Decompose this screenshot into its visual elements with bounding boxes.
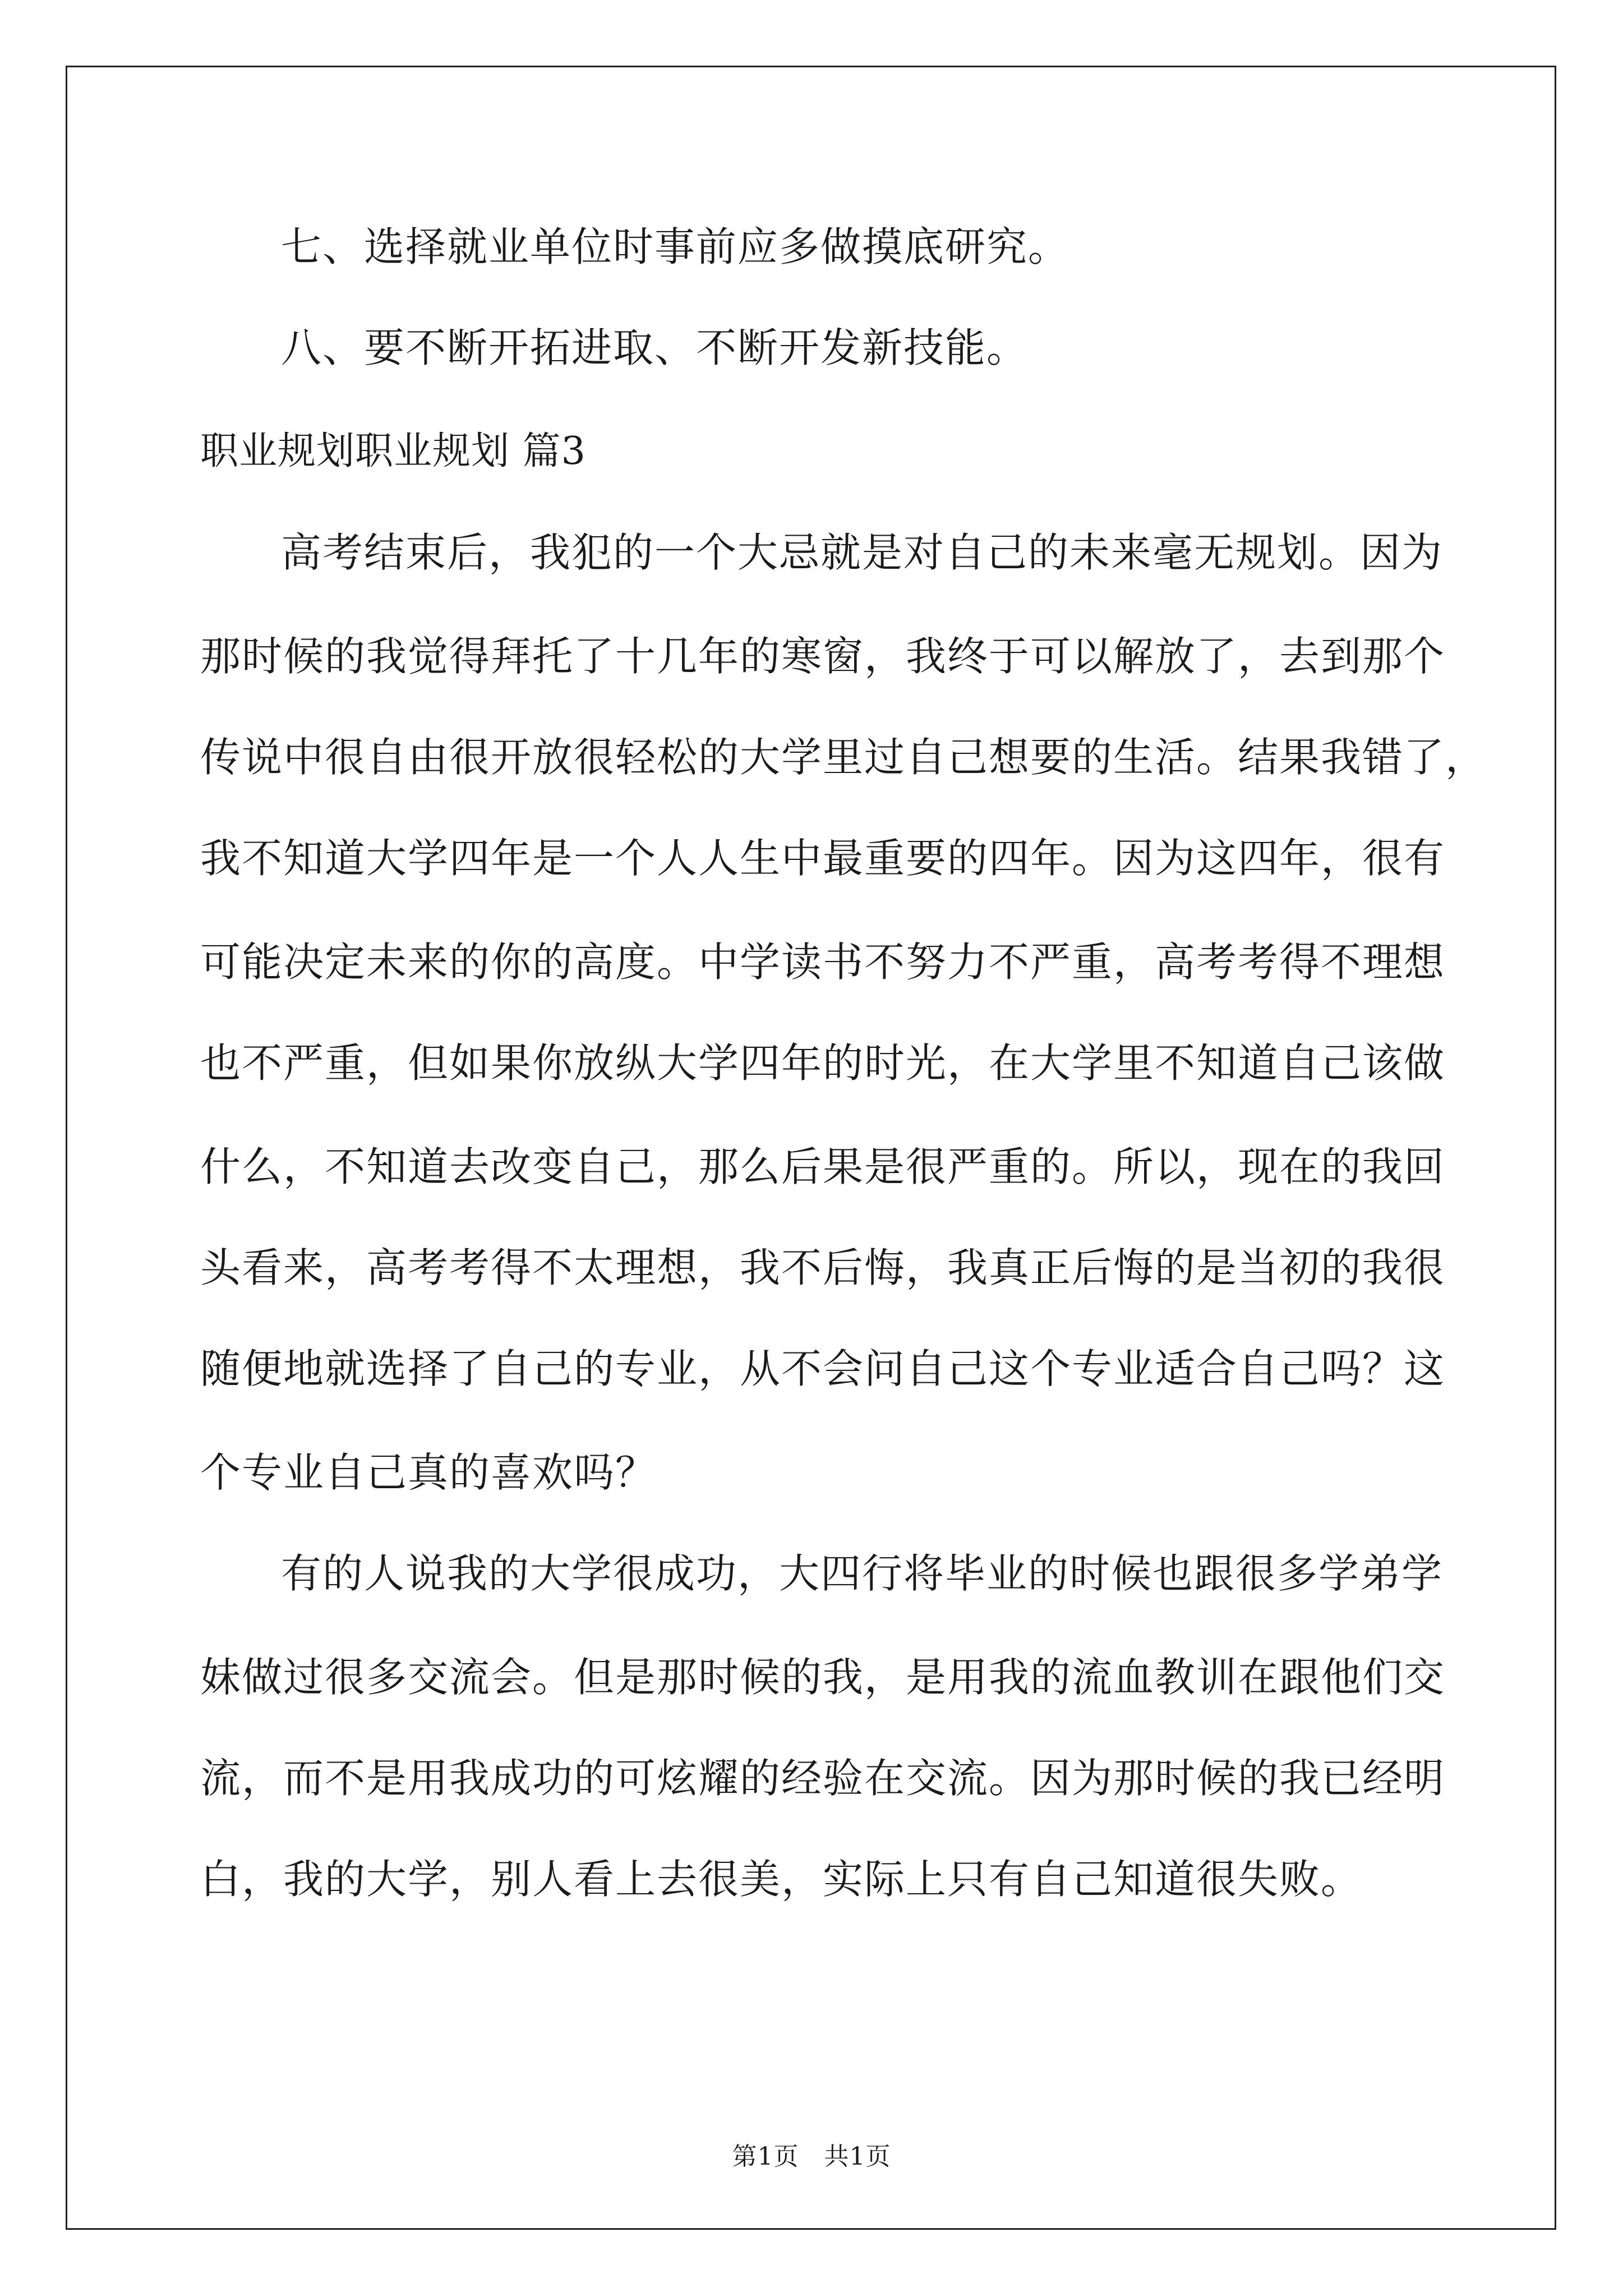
paragraph-line: 白，我的大学，别人看上去很美，实际上只有自己知道很失败。 xyxy=(200,1856,1363,1903)
paragraph-line: 个专业自己真的喜欢吗？ xyxy=(200,1449,657,1496)
list-item-eight: 八、要不断开拓进取、不断开发新技能。 xyxy=(281,324,1029,371)
paragraph-line: 可能决定未来的你的高度。中学读书不努力不严重，高考考得不理想 xyxy=(200,938,1446,986)
page-number-footer: 第1页 共1页 xyxy=(732,2142,891,2171)
paragraph-line: 随便地就选择了自己的专业，从不会问自己这个专业适合自己吗？这 xyxy=(200,1345,1446,1392)
list-item-seven: 七、选择就业单位时事前应多做摸底研究。 xyxy=(281,223,1070,270)
paragraph-line: 流，而不是用我成功的可炫耀的经验在交流。因为那时候的我已经明 xyxy=(200,1755,1446,1802)
paragraph-line: 头看来，高考考得不太理想，我不后悔，我真正后悔的是当初的我很 xyxy=(200,1244,1446,1291)
paragraph-line: 什么，不知道去改变自己，那么后果是很严重的。所以，现在的我回 xyxy=(200,1143,1446,1190)
paragraph-line: 那时候的我觉得拜托了十几年的寒窗，我终于可以解放了，去到那个 xyxy=(200,633,1446,680)
paragraph-line: 我不知道大学四年是一个人人生中最重要的四年。因为这四年，很有 xyxy=(200,835,1446,882)
paragraph-line: 高考结束后，我犯的一个大忌就是对自己的未来毫无规划。因为 xyxy=(281,529,1444,576)
paragraph-line: 也不严重，但如果你放纵大学四年的时光，在大学里不知道自己该做 xyxy=(200,1039,1446,1087)
paragraph-line: 传说中很自由很开放很轻松的大学里过自己想要的生活。结果我错了， xyxy=(200,734,1487,781)
section-heading: 职业规划职业规划 篇3 xyxy=(200,429,586,473)
paragraph-line: 妹做过很多交流会。但是那时候的我，是用我的流血教训在跟他们交 xyxy=(200,1654,1446,1701)
paragraph-line: 有的人说我的大学很成功，大四行将毕业的时候也跟很多学弟学 xyxy=(281,1550,1444,1597)
